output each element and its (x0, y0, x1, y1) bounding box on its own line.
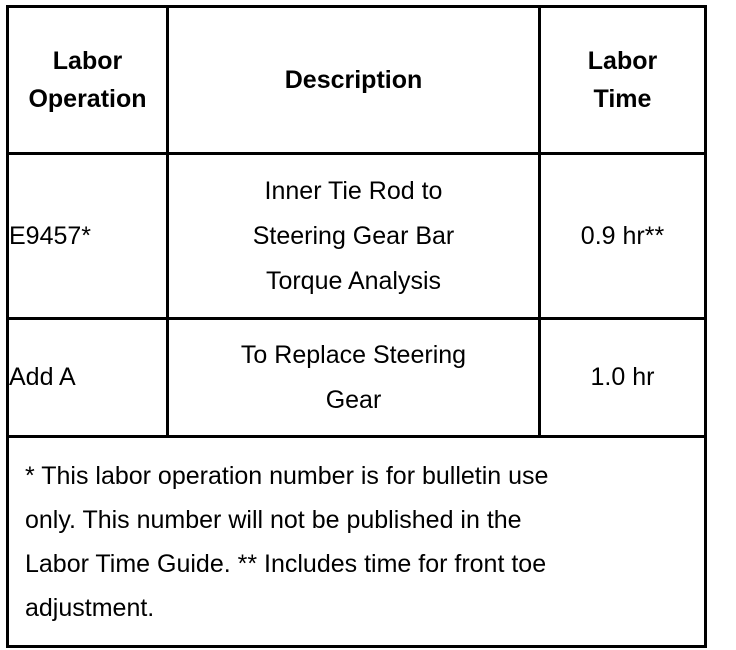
description-cell (168, 154, 540, 319)
labor-operation-cell: E9457* (8, 154, 168, 319)
header-labor-operation-line-1: Labor (52, 47, 123, 75)
labor-operation-cell: Add A (8, 319, 168, 437)
footnote-line: * This labor operation number is for bulletin use (25, 461, 549, 490)
table-row (8, 319, 706, 437)
table-row (8, 154, 706, 319)
header-labor-time-line-1: Labor (587, 47, 658, 75)
footnote-line: adjustment. (25, 593, 155, 622)
header-labor-time (540, 7, 706, 154)
description-cell (168, 319, 540, 437)
description-line: Gear (325, 385, 382, 414)
header-description: Description (168, 7, 540, 154)
footnote-line: Labor Time Guide. ** Includes time for front toe (25, 549, 547, 578)
description-line: Torque Analysis (265, 266, 442, 295)
description-line: Inner Tie Rod to (264, 176, 443, 205)
footnote-cell (8, 437, 706, 647)
header-labor-time-line-2: Time (593, 85, 652, 113)
labor-time-cell: 0.9 hr** (540, 154, 706, 319)
table-header-row (8, 7, 706, 154)
description-line: To Replace Steering (240, 340, 467, 369)
header-labor-operation-line-2: Operation (28, 85, 147, 113)
labor-time-cell: 1.0 hr (540, 319, 706, 437)
labor-time-table (6, 5, 707, 648)
footnote-row (8, 437, 706, 647)
header-labor-operation (8, 7, 168, 154)
description-line: Steering Gear Bar (252, 221, 455, 250)
footnote-line: only. This number will not be published in the (25, 505, 522, 534)
